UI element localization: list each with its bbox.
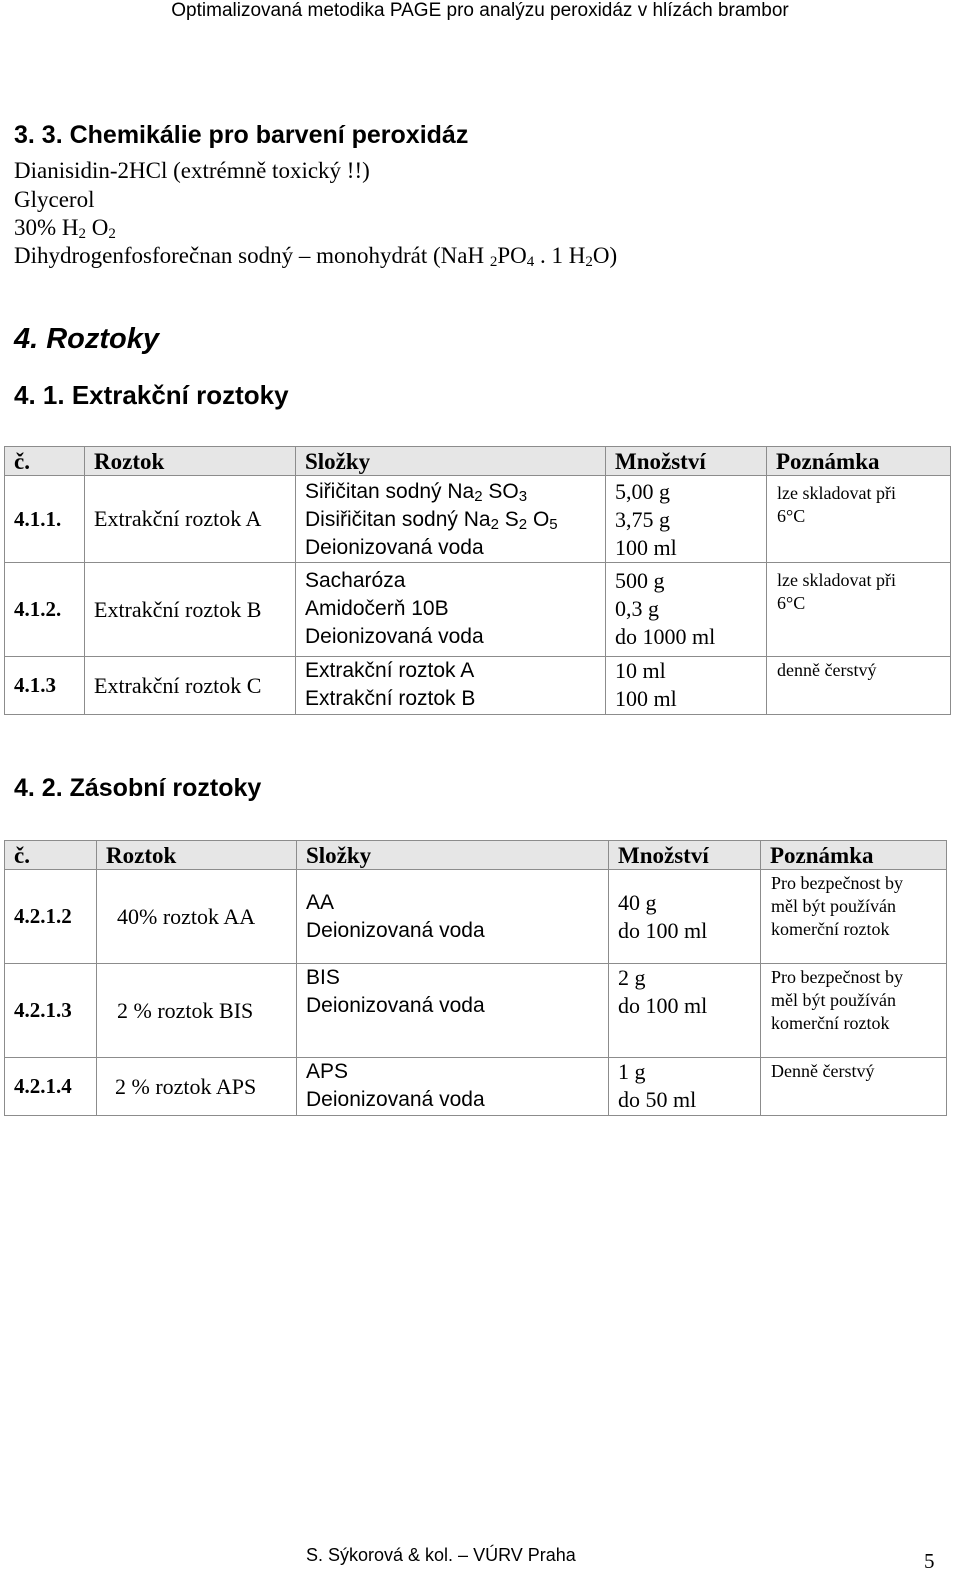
- chemical-phosphate: Dihydrogenfosforečnan sodný – monohydrát (NaH $_2PO_4$ . 1 $H_2O$): [14, 243, 618, 270]
- table-row: [5, 964, 947, 1058]
- components: Extrakční roztok A Extrakční roztok B: [305, 659, 476, 710]
- note: denně čerstvý: [777, 660, 877, 680]
- row-number: 4.2.1.3: [14, 998, 72, 1022]
- components: APS Deionizovaná voda: [306, 1060, 485, 1111]
- solution-name: 2 % roztok APS: [115, 1073, 257, 1099]
- header-cell: Složky: [297, 841, 609, 870]
- table-header-row: [5, 447, 951, 476]
- section-heading-solutions: 4. Roztoky: [14, 323, 160, 355]
- quantities: 1 g do 50 ml: [618, 1059, 697, 1112]
- table-header-row: [5, 841, 947, 870]
- table-row: [5, 657, 951, 715]
- components: AA Deionizovaná voda: [306, 890, 485, 942]
- header-cell: Roztok: [97, 841, 297, 870]
- row-number: 4.1.3: [14, 673, 56, 697]
- header-cell: Roztok: [85, 447, 296, 476]
- header-cell: Složky: [296, 447, 606, 476]
- quantities: 2 g do 100 ml: [618, 965, 708, 1018]
- quantities: 500 g 0,3 g do 1000 ml: [615, 568, 716, 649]
- page-number: 5: [924, 1549, 935, 1573]
- header-cell: Poznámka: [767, 447, 951, 476]
- components: Sacharóza Amidočerň 10B Deionizovaná voda: [305, 569, 484, 648]
- solution-name: Extrakční roztok C: [94, 672, 262, 698]
- components: BIS Deionizovaná voda: [306, 966, 485, 1017]
- table-row: [5, 563, 951, 657]
- chemical-dianisidin: Dianisidin-2HCl (extrémně toxický !!): [14, 158, 370, 183]
- solution-name: Extrakční roztok B: [94, 596, 262, 622]
- quantities: 10 ml 100 ml: [615, 658, 677, 711]
- running-header: Optimalizovaná metodika PAGE pro analýzu peroxidáz v hlízách brambor: [171, 0, 789, 21]
- header-cell: č.: [5, 447, 85, 476]
- table-row: [5, 870, 947, 964]
- header-cell: č.: [5, 841, 97, 870]
- note: lze skladovat při 6°C: [777, 570, 896, 613]
- solution-name: 40% roztok AA: [117, 903, 256, 929]
- extraction-table: [4, 446, 951, 715]
- solution-name: Extrakční roztok A: [94, 506, 262, 531]
- row-number: 4.2.1.4: [14, 1074, 72, 1098]
- note: Denně čerstvý: [771, 1061, 875, 1081]
- header-cell: Poznámka: [761, 841, 947, 870]
- note: Pro bezpečnost by měl být používán komerční roztok: [771, 873, 903, 939]
- header-cell: Množství: [606, 447, 767, 476]
- quantities: 5,00 g 3,75 g 100 ml: [615, 479, 677, 560]
- stock-table: [4, 840, 947, 1116]
- footer-authors: S. Sýkorová & kol. – VÚRV Praha: [306, 1545, 576, 1565]
- row-number: 4.1.2.: [14, 597, 62, 621]
- table-row: [5, 1058, 947, 1116]
- chemical-h2o2: 30% $H_2$ $O_2$: [14, 215, 116, 242]
- chemical-glycerol: Glycerol: [14, 187, 95, 212]
- section-heading-chemicals: 3. 3. Chemikálie pro barvení peroxidáz: [14, 121, 469, 149]
- row-number: 4.1.1.: [14, 506, 62, 531]
- components: Siřičitan sodný $Na_2$ $SO_3$ Disiřičitan sodný $Na_2$ $S_2$ $O_5$ Deionizovaná voda: [305, 480, 558, 559]
- note: lze skladovat při 6°C: [777, 483, 896, 526]
- solution-name: 2 % roztok BIS: [117, 997, 254, 1023]
- header-cell: Množství: [609, 841, 761, 870]
- table-row: [5, 476, 951, 563]
- section-heading-stock: 4. 2. Zásobní roztoky: [14, 774, 262, 802]
- quantities: 40 g do 100 ml: [618, 889, 708, 943]
- row-number: 4.2.1.2: [14, 904, 72, 928]
- note: Pro bezpečnost by měl být používán komerční roztok: [771, 967, 903, 1033]
- section-heading-extraction: 4. 1. Extrakční roztoky: [14, 380, 289, 410]
